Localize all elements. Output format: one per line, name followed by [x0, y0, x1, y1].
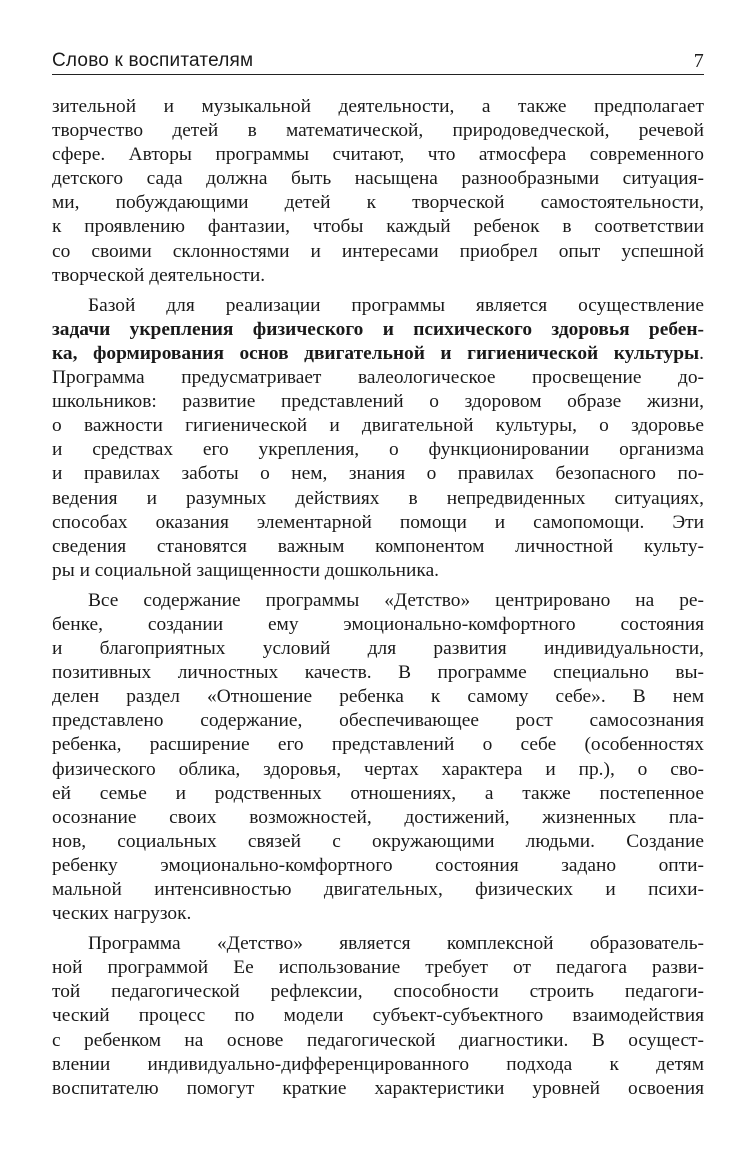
text-line: нов, социальных связей с окружающими людьми. Создание	[52, 830, 704, 852]
paragraph-3	[52, 589, 704, 926]
page-number: 7	[693, 50, 704, 72]
text-line: творчество детей в математической, природоведческой, речевой	[52, 120, 704, 142]
text-line: представлено содержание, обеспечивающее рост самосознания	[52, 710, 704, 732]
text-line: Программа предусматривает валеологическое просвещение до-	[52, 367, 704, 389]
text-line: сфере. Авторы программы считают, что атмосфера современного	[52, 144, 704, 166]
text-line: творческой деятельности.	[52, 264, 266, 286]
running-header	[52, 50, 704, 75]
text-line-mixed	[52, 342, 704, 366]
text-line: и средствах его укрепления, о функционировании организма	[52, 439, 704, 461]
text-line: со своими склонностями и интересами приобрел опыт успешной	[52, 240, 704, 262]
text-line: ребенка, расширение его представлений о себе (особенностях	[52, 734, 704, 756]
text-line: бенке, создании ему эмоционально-комфортного состояния	[52, 613, 704, 635]
text-line: ми, побуждающими детей к творческой самостоятельности,	[52, 192, 704, 214]
text-line: мальной интенсивностью двигательных, физических и психи-	[52, 879, 704, 900]
text-line: о важности гигиенической и двигательной культуры, о здоровье	[52, 415, 704, 437]
text-line: и правилах заботы о нем, знания о правилах безопасного по-	[52, 463, 704, 485]
text-line: Базой для реализации программы является осуществление	[88, 294, 704, 316]
emphasis-line: задачи укрепления физического и психического здоровья ребен-	[52, 318, 704, 340]
paragraph-4	[52, 932, 704, 1101]
paragraph-1	[52, 95, 704, 288]
text-line: воспитателю помогут краткие характеристики уровней освоения	[52, 1077, 704, 1099]
paragraph-2	[52, 294, 704, 583]
text-line: ей семье и родственных отношениях, а также постепенное	[52, 782, 704, 804]
text-line: влении индивидуально-дифференцированного подхода к детям	[52, 1053, 704, 1075]
text-line: ведения и разумных действиях в непредвиденных ситуациях,	[52, 487, 704, 509]
body-text	[52, 95, 704, 1101]
text-line: к проявлению фантазии, чтобы каждый ребенок в соответствии	[52, 216, 704, 238]
text-line: физического облика, здоровья, чертах характера и пр.), о сво-	[52, 758, 704, 780]
text-line: Программа «Детство» является комплексной образователь-	[88, 933, 704, 955]
text-line: осознание своих возможностей, достижений, жизненных пла-	[52, 806, 704, 828]
text-line: ры и социальной защищенности дошкольника.	[52, 559, 440, 581]
text-line: делен раздел «Отношение ребенка к самому себе». В нем	[52, 686, 704, 708]
text-line: способах оказания элементарной помощи и самопомощи. Эти	[52, 511, 704, 533]
text-line: с ребенком на основе педагогической диагностики. В осущест-	[52, 1029, 704, 1051]
emphasis-text: ка, формирования основ двигательной и гигиенической культуры	[52, 342, 700, 364]
section-title: Слово к воспитателям	[52, 50, 254, 71]
sentence-end: .	[699, 342, 704, 364]
text-line: сведения становятся важным компонентом личностной культу-	[52, 535, 704, 557]
text-line: зительной и музыкальной деятельности, а также предполагает	[52, 96, 704, 117]
text-line: школьников: развитие представлений о здоровом образе жизни,	[52, 391, 704, 413]
text-line: ческий процесс по модели субъект-субъектного взаимодействия	[52, 1005, 704, 1027]
text-line: ной программой Ее использование требует от педагога разви-	[52, 957, 704, 979]
text-line: Все содержание программы «Детство» центрировано на ре-	[88, 589, 704, 611]
text-line: позитивных личностных качеств. В программе специально вы-	[52, 662, 704, 684]
text-line: и благоприятных условий для развития индивидуальности,	[52, 638, 704, 660]
text-line: той педагогической рефлексии, способности строить педагоги-	[52, 981, 704, 1003]
text-line: ческих нагрузок.	[52, 903, 192, 925]
text-line: ребенку эмоционально-комфортного состояния задано опти-	[52, 854, 704, 876]
book-page	[52, 50, 704, 1101]
text-line: детского сада должна быть насыщена разнообразными ситуация-	[52, 168, 704, 190]
